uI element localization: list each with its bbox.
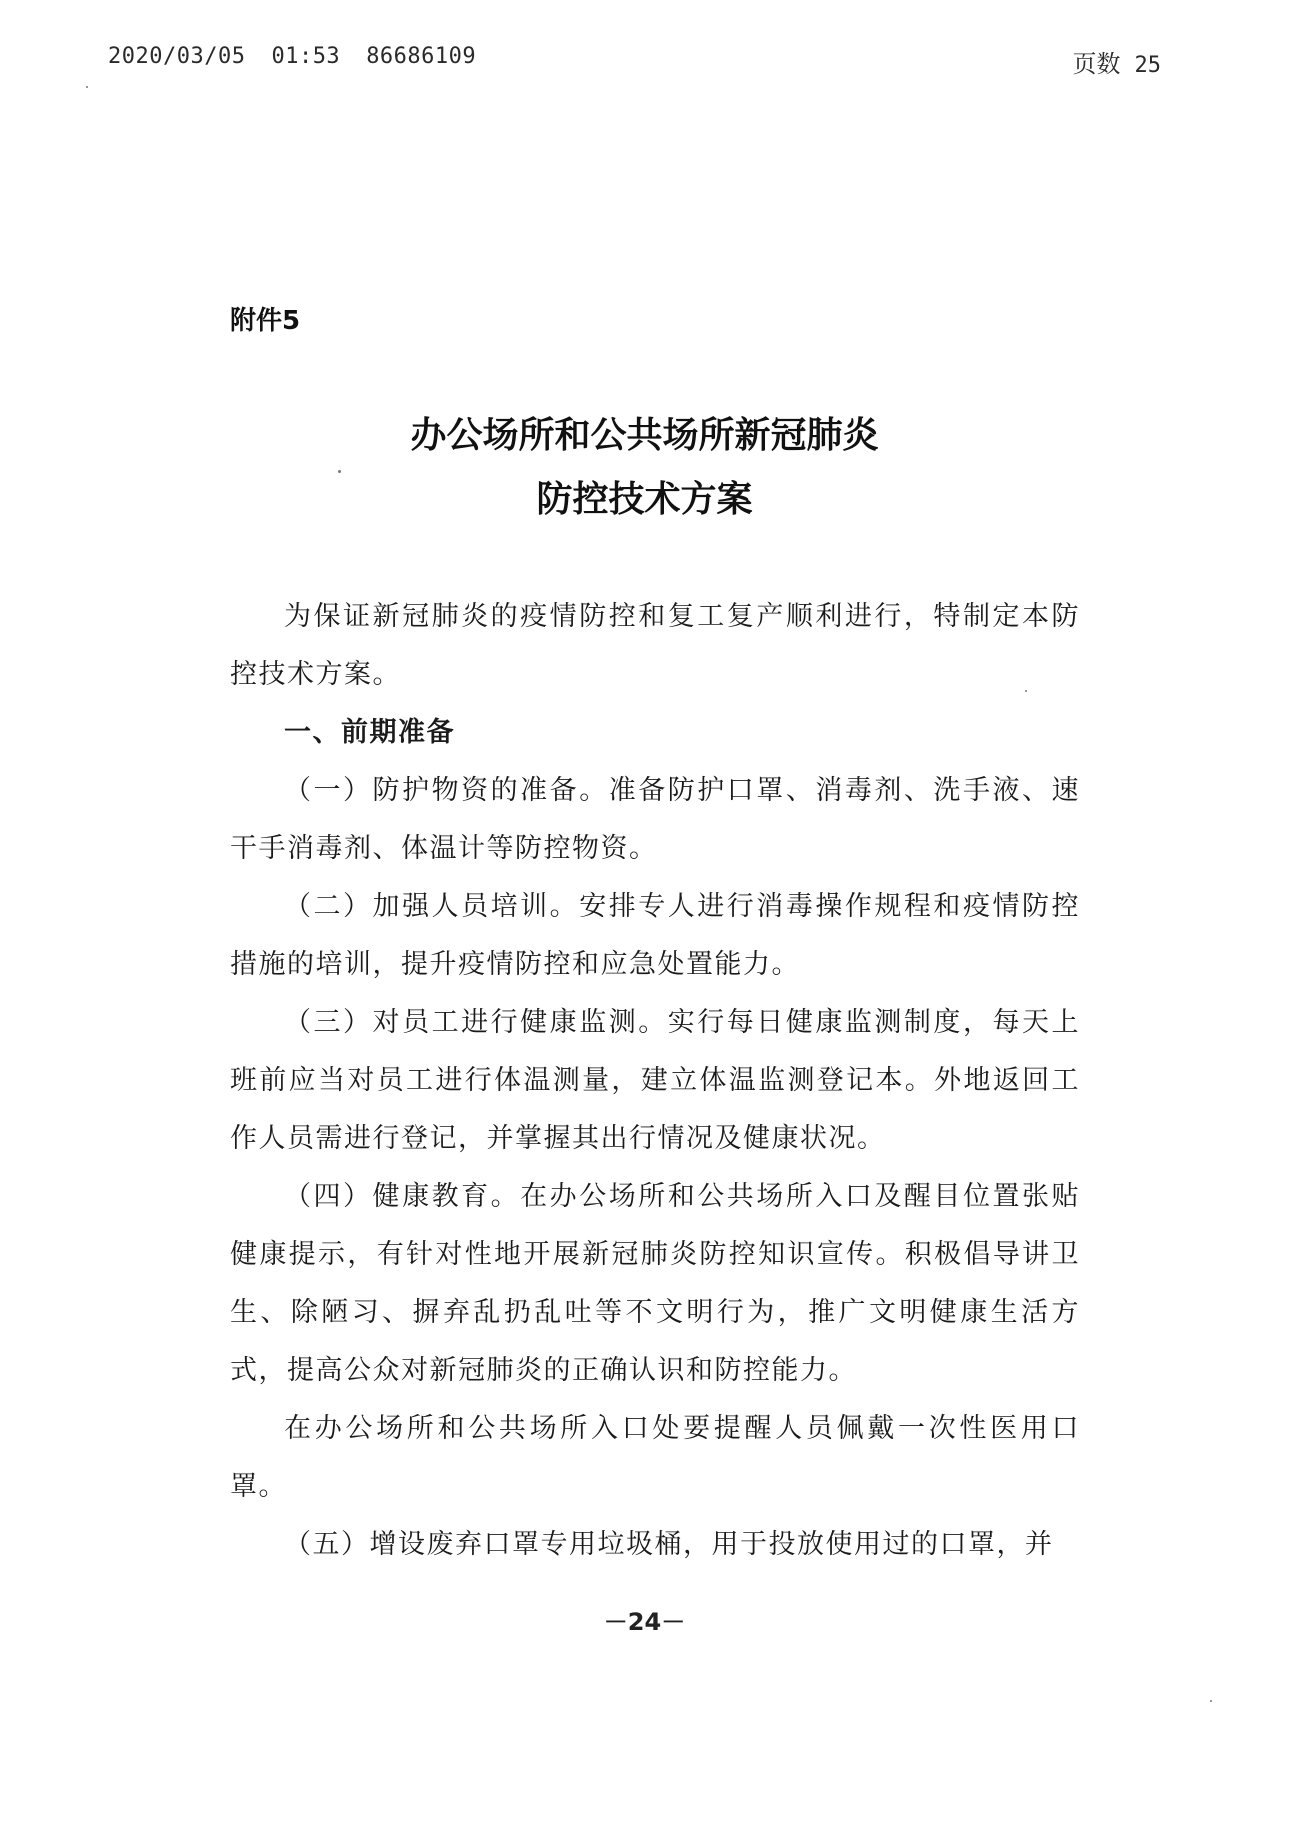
fax-time: 01:53 [271, 44, 341, 69]
mask-note-paragraph: 在办公场所和公共场所入口处要提醒人员佩戴一次性医用口罩。 [230, 1413, 1080, 1502]
fax-page-label: 页数 [1072, 50, 1121, 78]
title-line-1: 办公场所和公共场所新冠肺炎 [410, 415, 879, 456]
scan-speck [86, 86, 88, 88]
intro-paragraph: 为保证新冠肺炎的疫情防控和复工复产顺利进行，特制定本防控技术方案。 [230, 601, 1080, 690]
scan-speck [338, 470, 341, 473]
item-paragraph-5: （五）增设废弃口罩专用垃圾桶，用于投放使用过的口罩，并 [284, 1529, 1054, 1560]
item-paragraph-3: （三）对员工进行健康监测。实行每日健康监测制度，每天上班前应当对员工进行体温测量，建立体温监测登记本。外地返回工作人员需进行登记，并掌握其出行情况及健康状况。 [230, 1007, 1080, 1154]
fax-date: 2020/03/05 [108, 44, 246, 69]
scan-speck [1210, 1700, 1212, 1702]
item-paragraph-1: （一）防护物资的准备。准备防护口罩、消毒剂、洗手液、速干手消毒剂、体温计等防控物资。 [230, 775, 1080, 864]
fax-number: 86686109 [366, 44, 477, 69]
fax-header [108, 44, 1161, 80]
fax-page-count: 25 [1134, 53, 1161, 78]
scan-speck [1025, 690, 1027, 692]
fax-transmission-info [108, 44, 502, 69]
document-body [230, 588, 1080, 1574]
attachment-label: 附件5 [230, 306, 301, 336]
section-heading-1: 一、前期准备 [284, 717, 455, 748]
document-title [0, 404, 1289, 532]
item-paragraph-2: （二）加强人员培训。安排专人进行消毒操作规程和疫情防控措施的培训，提升疫情防控和应急处置能力。 [230, 891, 1080, 980]
title-line-2: 防控技术方案 [536, 479, 753, 520]
page-number: －24－ [603, 1608, 686, 1636]
item-paragraph-4: （四）健康教育。在办公场所和公共场所入口及醒目位置张贴健康提示，有针对性地开展新冠肺炎防控知识宣传。积极倡导讲卫生、除陋习、摒弃乱扔乱吐等不文明行为，推广文明健康生活方式，提高公众对新冠肺炎的正确认识和防控能力。 [230, 1181, 1080, 1386]
fax-page-info [1073, 44, 1162, 79]
